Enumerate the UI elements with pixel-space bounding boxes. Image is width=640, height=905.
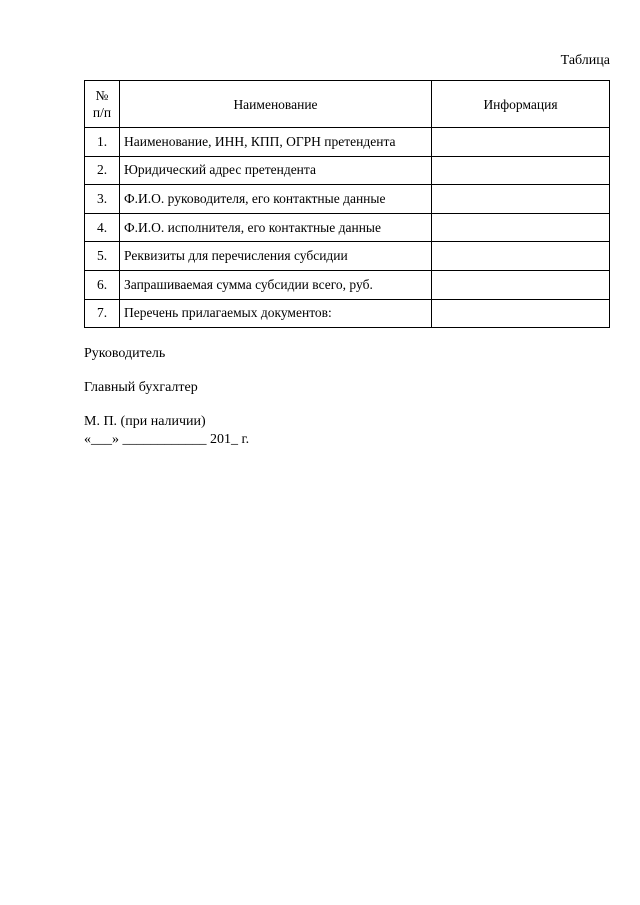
row-name: Юридический адрес претендента (120, 156, 432, 185)
table-row (85, 156, 610, 185)
header-info: Информация (432, 81, 610, 128)
row-number: 2. (85, 156, 120, 185)
row-name: Ф.И.О. исполнителя, его контактные данные (120, 213, 432, 242)
row-number: 3. (85, 185, 120, 214)
row-name: Ф.И.О. руководителя, его контактные данные (120, 185, 432, 214)
header-name: Наименование (120, 81, 432, 128)
row-number: 5. (85, 242, 120, 271)
row-info[interactable] (432, 242, 610, 271)
row-number: 6. (85, 270, 120, 299)
row-info[interactable] (432, 185, 610, 214)
row-info[interactable] (432, 270, 610, 299)
table-caption: Таблица (560, 53, 610, 68)
table-row (85, 128, 610, 157)
table-row (85, 242, 610, 271)
row-name: Реквизиты для перечисления субсидии (120, 242, 432, 271)
row-name: Наименование, ИНН, КПП, ОГРН претендента (120, 128, 432, 157)
table-row (85, 185, 610, 214)
table-row (85, 299, 610, 328)
row-info[interactable] (432, 128, 610, 157)
head-signature-label: Руководитель (84, 346, 166, 361)
row-number: 4. (85, 213, 120, 242)
accountant-signature-label: Главный бухгалтер (84, 380, 198, 395)
table-row (85, 213, 610, 242)
date-line: «___» ____________ 201_ г. (84, 432, 250, 447)
stamp-label: М. П. (при наличии) (84, 414, 206, 429)
header-number-label: № п/п (92, 88, 112, 120)
row-info[interactable] (432, 156, 610, 185)
table-header-row (85, 81, 610, 128)
row-info[interactable] (432, 299, 610, 328)
header-number (85, 81, 120, 128)
info-table (84, 80, 610, 328)
row-number: 7. (85, 299, 120, 328)
table-row (85, 270, 610, 299)
row-name: Запрашиваемая сумма субсидии всего, руб. (120, 270, 432, 299)
row-info[interactable] (432, 213, 610, 242)
row-number: 1. (85, 128, 120, 157)
row-name: Перечень прилагаемых документов: (120, 299, 432, 328)
